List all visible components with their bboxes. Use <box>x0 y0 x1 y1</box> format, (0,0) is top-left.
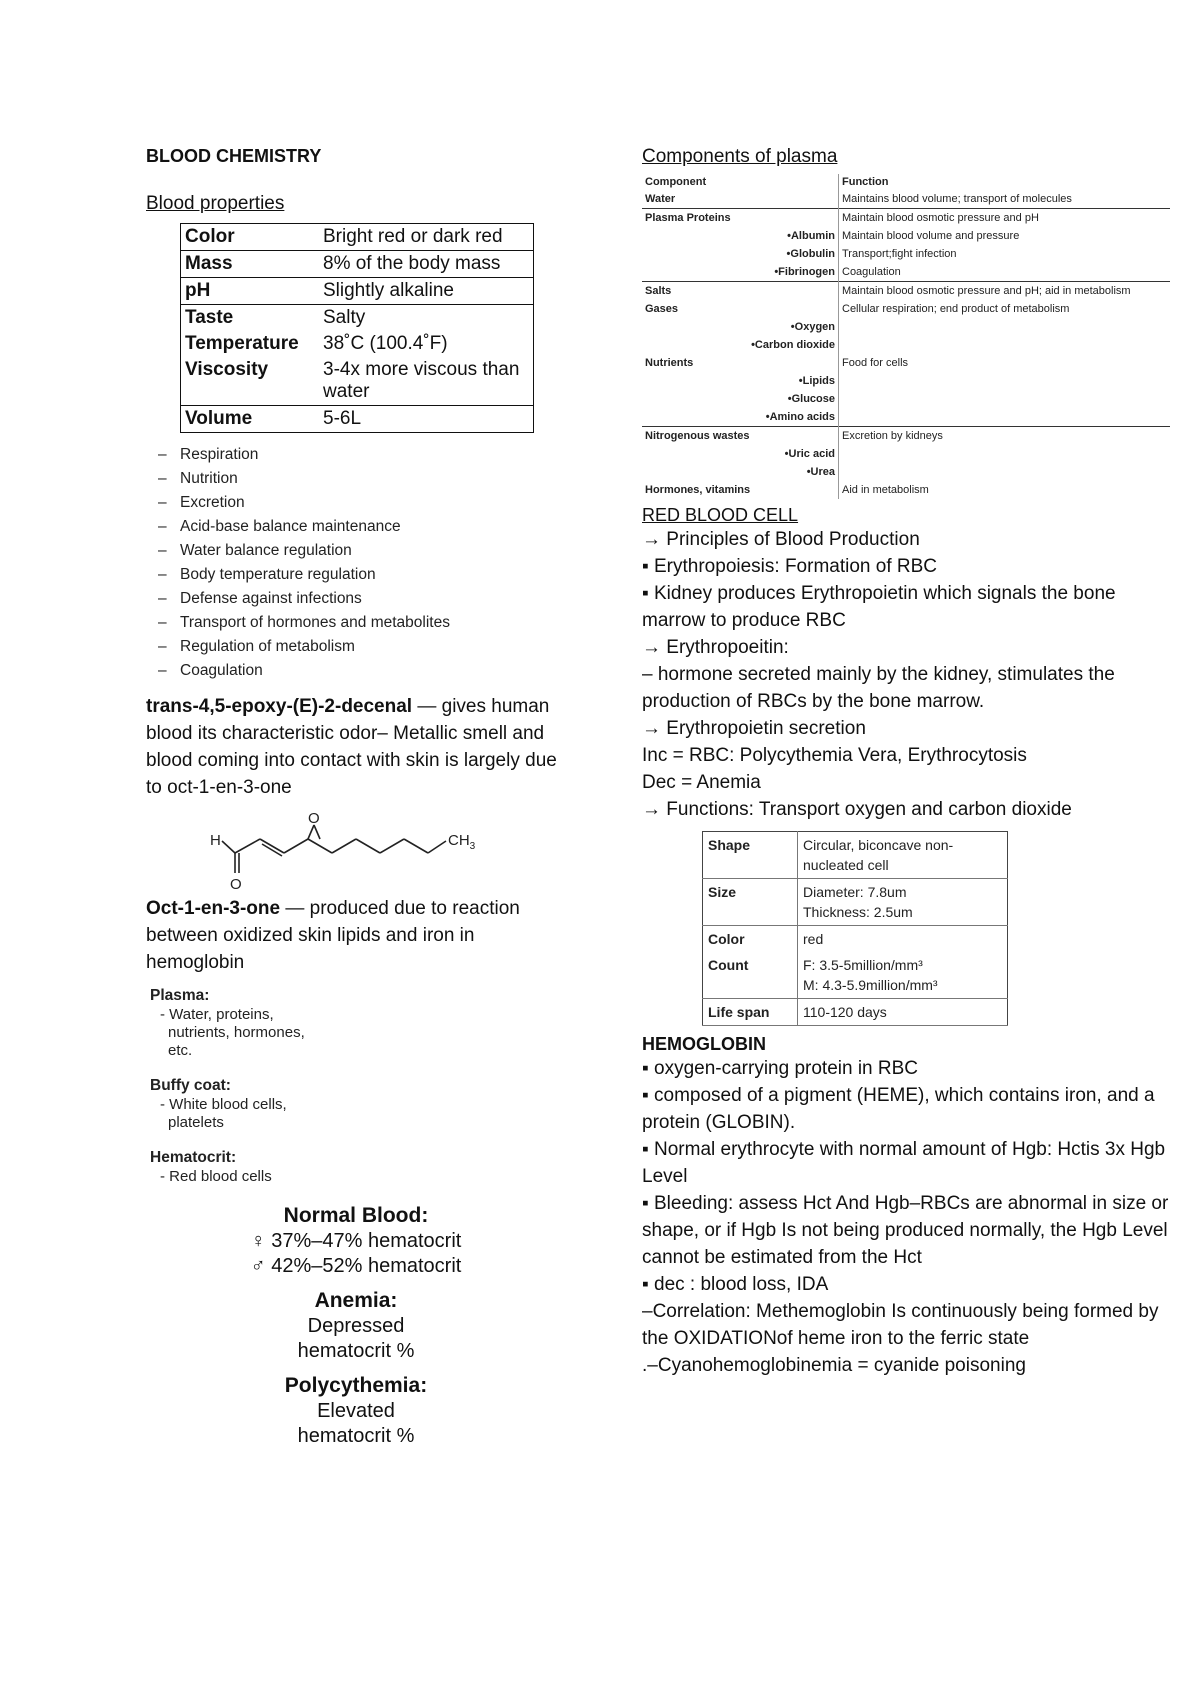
dash-bullet: – <box>158 494 167 511</box>
plasma-function: Maintains blood volume; transport of molecules <box>839 190 1171 209</box>
layer-group <box>150 986 566 1060</box>
right-column <box>642 146 1172 1379</box>
rbc-property-value <box>798 999 1008 1026</box>
plasma-function <box>839 336 1171 354</box>
odor-paragraph <box>146 693 566 801</box>
plasma-component: •Lipids <box>798 375 835 387</box>
rbc-property-value <box>798 832 1008 879</box>
hemoglobin-line: ▪ Bleeding: assess Hct And Hgb–RBCs are abnormal in size or shape, or if Hgb Is not being produced normally, the Hgb Level cannot be estimated from the Hct <box>642 1193 1169 1268</box>
dash-bullet: – <box>158 566 167 583</box>
dash-bullet: – <box>158 590 167 607</box>
function-item <box>158 517 566 537</box>
property-key: pH <box>181 278 320 305</box>
rbc-heading: RED BLOOD CELL <box>642 505 799 525</box>
dash-bullet: – <box>158 638 167 655</box>
layer-group <box>150 1148 566 1186</box>
rbc-value-line: 110-120 days <box>803 1004 887 1020</box>
hemoglobin-line: –Correlation: Methemoglobin Is continuously being formed by the OXIDATIONof heme iron to the ferric state <box>642 1301 1159 1349</box>
plasma-function: Maintain blood osmotic pressure and pH <box>839 209 1171 228</box>
function-item <box>158 613 566 633</box>
plasma-row <box>642 481 1170 499</box>
blood-layers <box>150 986 566 1186</box>
plasma-function: Aid in metabolism <box>839 481 1171 499</box>
normal-blood-title: Normal Blood: <box>283 1204 429 1227</box>
plasma-component: •Uric acid <box>784 448 835 460</box>
property-value: Salty <box>323 307 366 328</box>
normal-blood-block <box>146 1202 566 1279</box>
property-key: Viscosity <box>181 357 320 406</box>
mol-ch3-label: $CH_3$ <box>448 832 476 852</box>
property-key: Volume <box>185 408 253 429</box>
function-label: Body temperature regulation <box>180 566 376 583</box>
plasma-row <box>642 190 1170 209</box>
plasma-function: Food for cells <box>839 354 1171 372</box>
plasma-col-function: Function <box>839 174 1171 190</box>
rbc-property-row <box>703 879 1008 926</box>
plasma-components-table <box>642 174 1170 499</box>
plasma-row <box>642 390 1170 408</box>
plasma-component: Hormones, vitamins <box>645 484 751 496</box>
blood-properties-table <box>180 223 534 433</box>
function-label: Coagulation <box>180 662 263 679</box>
plasma-component: Nutrients <box>645 357 694 369</box>
layer-title: Hematocrit: <box>150 1149 237 1166</box>
polycythemia-title: Polycythemia: <box>284 1374 428 1397</box>
property-value: Bright red or dark red <box>319 224 534 251</box>
layer-detail: nutrients, hormones, <box>168 1024 305 1041</box>
function-label: Excretion <box>180 494 245 511</box>
function-label: Water balance regulation <box>180 542 352 559</box>
rbc-value-line: M: 4.3-5.9million/mm³ <box>803 977 938 993</box>
layer-title: Plasma: <box>150 987 210 1004</box>
plasma-component: •Globulin <box>786 248 835 260</box>
plasma-function: Transport;fight infection <box>839 245 1171 263</box>
anemia-block <box>146 1287 566 1364</box>
rbc-value-line: Circular, biconcave non- <box>803 837 954 853</box>
property-row <box>181 224 534 251</box>
rbc-line: → Functions: Transport oxygen and carbon dioxide <box>642 799 1072 820</box>
plasma-function <box>839 390 1171 408</box>
blood-functions-list <box>158 445 566 681</box>
rbc-line: → Erythropoietin secretion <box>642 718 866 739</box>
plasma-row <box>642 227 1170 245</box>
property-value: 8% of the body mass <box>319 251 534 278</box>
property-row <box>181 278 534 305</box>
plasma-function: Maintain blood volume and pressure <box>839 227 1171 245</box>
plasma-component: •Albumin <box>787 230 835 242</box>
property-value: 38˚C (100.4˚F) <box>323 333 448 354</box>
rbc-value-line: red <box>803 931 824 947</box>
plasma-row <box>642 372 1170 390</box>
plasma-function <box>839 318 1171 336</box>
plasma-row <box>642 318 1170 336</box>
plasma-row <box>642 282 1170 301</box>
rbc-property-key: Count <box>703 952 798 999</box>
rbc-line: ▪ Erythropoiesis: Formation of RBC <box>642 556 938 577</box>
layer-detail: platelets <box>168 1114 224 1131</box>
function-label: Defense against infections <box>180 590 362 607</box>
plasma-function: Maintain blood osmotic pressure and pH; aid in metabolism <box>839 282 1171 301</box>
rbc-property-row <box>703 999 1008 1026</box>
plasma-component: •Fibrinogen <box>774 266 835 278</box>
rbc-property-value <box>798 879 1008 926</box>
function-label: Regulation of metabolism <box>180 638 355 655</box>
plasma-heading: Components of plasma <box>642 146 838 167</box>
plasma-component: Water <box>645 193 676 205</box>
hemoglobin-line: .–Cyanohemoglobinemia = cyanide poisoning <box>642 1355 1026 1376</box>
rbc-property-key: Life span <box>703 999 798 1026</box>
rbc-property-value <box>798 952 1008 999</box>
layer-detail: - Water, proteins, <box>160 1006 274 1023</box>
property-key: Mass <box>181 251 320 278</box>
property-value: Slightly alkaline <box>319 278 534 305</box>
plasma-component: •Urea <box>806 466 835 478</box>
dash-bullet: – <box>158 662 167 679</box>
hemoglobin-text <box>642 1055 1172 1379</box>
plasma-function <box>839 408 1171 427</box>
layer-title: Buffy coat: <box>150 1077 231 1094</box>
function-item <box>158 469 566 489</box>
hemoglobin-line: ▪ Normal erythrocyte with normal amount of Hgb: Hctis 3x Hgb Level <box>642 1139 1166 1187</box>
property-row <box>181 406 534 433</box>
function-item <box>158 589 566 609</box>
plasma-function: Cellular respiration; end product of metabolism <box>839 300 1171 318</box>
property-key: Color <box>181 224 320 251</box>
function-label: Transport of hormones and metabolites <box>180 614 450 631</box>
plasma-row <box>642 245 1170 263</box>
plasma-function: Coagulation <box>839 263 1171 282</box>
anemia-title: Anemia: <box>314 1289 398 1312</box>
layer-detail: etc. <box>168 1042 193 1059</box>
function-label: Acid-base balance maintenance <box>180 518 401 535</box>
plasma-row <box>642 300 1170 318</box>
property-key: Taste <box>185 307 234 328</box>
plasma-row <box>642 263 1170 282</box>
dash-bullet: – <box>158 470 167 487</box>
function-label: Respiration <box>180 446 259 463</box>
property-row <box>181 305 534 332</box>
hemoglobin-line: ▪ composed of a pigment (HEME), which contains iron, and a protein (GLOBIN). <box>642 1085 1155 1133</box>
rbc-line: → Principles of Blood Production <box>642 529 920 550</box>
function-label: Nutrition <box>180 470 238 487</box>
mol-o-label: O <box>230 876 242 891</box>
plasma-row <box>642 445 1170 463</box>
plasma-row <box>642 209 1170 228</box>
plasma-function <box>839 372 1171 390</box>
rbc-value-line: Diameter: 7.8um <box>803 884 907 900</box>
function-item <box>158 541 566 561</box>
plasma-component: Gases <box>645 303 679 315</box>
rbc-line: ▪ Kidney produces Erythropoietin which signals the bone marrow to produce RBC <box>642 583 1116 631</box>
oct-molecule-structure <box>202 811 502 891</box>
plasma-function <box>839 445 1171 463</box>
function-item <box>158 565 566 585</box>
rbc-line: – hormone secreted mainly by the kidney, stimulates the production of RBCs by the bone marrow. <box>642 664 1115 712</box>
blood-properties-heading: Blood properties <box>146 193 285 214</box>
dash-bullet: – <box>158 518 167 535</box>
hemoglobin-heading: HEMOGLOBIN <box>642 1034 766 1054</box>
left-column <box>146 146 566 1457</box>
mol-h-label: H <box>210 832 221 849</box>
plasma-component: •Amino acids <box>765 411 835 423</box>
plasma-component: •Oxygen <box>790 321 835 333</box>
plasma-row <box>642 336 1170 354</box>
plasma-function: Excretion by kidneys <box>839 427 1171 446</box>
rbc-value-line: nucleated cell <box>803 857 889 873</box>
plasma-component: •Carbon dioxide <box>751 339 835 351</box>
function-item <box>158 637 566 657</box>
normal-female-range: ♀ 37%–47% hematocrit <box>250 1230 462 1252</box>
odor-description: — gives human blood its characteristic odor– Metallic smell and blood coming into contact with skin is largely due to oct-1-en-3-one <box>146 696 557 798</box>
dash-bullet: – <box>158 542 167 559</box>
anemia-line-2: hematocrit % <box>297 1340 415 1362</box>
plasma-component: Salts <box>642 282 839 301</box>
polycythemia-block <box>146 1372 566 1449</box>
polycythemia-line-1: Elevated <box>317 1400 395 1422</box>
hemoglobin-line: ▪ oxygen-carrying protein in RBC <box>642 1058 919 1079</box>
property-key: Temperature <box>185 333 299 354</box>
rbc-property-row <box>703 926 1008 953</box>
rbc-text <box>642 526 1172 823</box>
rbc-property-key: Size <box>703 879 798 926</box>
dash-bullet: – <box>158 446 167 463</box>
plasma-row <box>642 463 1170 481</box>
rbc-line: Dec = Anemia <box>642 772 761 793</box>
anemia-line-1: Depressed <box>307 1315 405 1337</box>
property-value: 5-6L <box>323 408 362 429</box>
plasma-row <box>642 408 1170 427</box>
rbc-line: Inc = RBC: Polycythemia Vera, Erythrocytosis <box>642 745 1027 766</box>
function-item <box>158 445 566 465</box>
layer-detail: - White blood cells, <box>160 1096 287 1113</box>
hematocrit-summary <box>146 1202 566 1449</box>
dash-bullet: – <box>158 614 167 631</box>
rbc-property-row <box>703 832 1008 879</box>
rbc-property-key: Shape <box>703 832 798 879</box>
function-item <box>158 493 566 513</box>
plasma-component: Nitrogenous wastes <box>642 427 839 446</box>
rbc-value-line: Thickness: 2.5um <box>803 904 913 920</box>
plasma-component: Plasma Proteins <box>642 209 839 228</box>
plasma-function <box>839 463 1171 481</box>
oct-paragraph <box>146 895 566 976</box>
rbc-property-value <box>798 926 1008 953</box>
property-value: 3-4x more viscous than water <box>319 357 534 406</box>
rbc-property-key: Color <box>703 926 798 953</box>
function-item <box>158 661 566 681</box>
rbc-line: → Erythropoeitin: <box>642 637 789 658</box>
normal-male-range: ♂ 42%–52% hematocrit <box>250 1255 462 1277</box>
rbc-property-row <box>703 952 1008 999</box>
rbc-value-line: F: 3.5-5million/mm³ <box>803 957 923 973</box>
hemoglobin-line: ▪ dec : blood loss, IDA <box>642 1274 829 1295</box>
property-row <box>181 251 534 278</box>
plasma-component: •Glucose <box>787 393 835 405</box>
property-row <box>181 357 534 406</box>
rbc-properties-table <box>702 831 1008 1026</box>
property-row <box>181 331 534 357</box>
polycythemia-line-2: hematocrit % <box>297 1425 415 1447</box>
oct-description: — produced due to reaction between oxidized skin lipids and iron in hemoglobin <box>146 898 520 973</box>
layer-group <box>150 1076 566 1132</box>
oct-compound: Oct-1-en-3-one <box>146 898 281 919</box>
mol-epoxy-o-label: O <box>308 811 320 827</box>
plasma-col-component: Component <box>645 176 707 188</box>
odor-compound: trans-4,5-epoxy-(E)-2-decenal <box>146 696 413 717</box>
plasma-row <box>642 354 1170 372</box>
plasma-row <box>642 427 1170 446</box>
document-title: BLOOD CHEMISTRY <box>146 146 322 166</box>
layer-detail: - Red blood cells <box>160 1168 272 1185</box>
